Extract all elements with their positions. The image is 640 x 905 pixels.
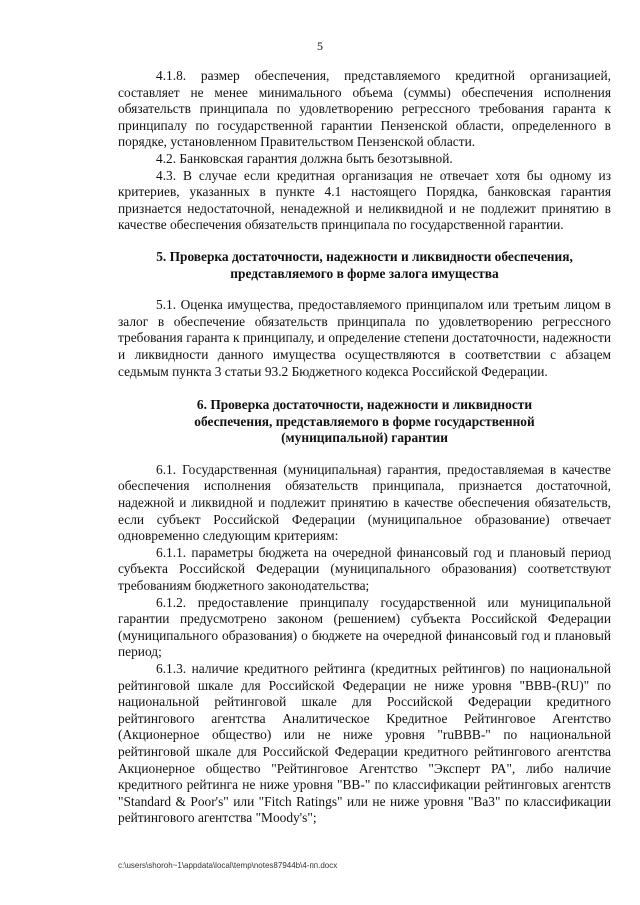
section-6-heading-line1: 6. Проверка достаточности, надежности и ликвидности <box>196 397 533 413</box>
paragraph-6-1: 6.1. Государственная (муниципальная) гарантия, предоставляемая в качестве обеспечения исполнения обязательств принципала, признается достаточной, надежной и ликвидной и подлежит принятию в качестве обеспечения обязательств, если субъект Российской Федерации (муниципальное образование) отвечает одновременно следующим критериям: <box>118 461 611 544</box>
paragraph-5-1: 5.1. Оценка имущества, предоставляемого принципалом или третьим лицом в залог в обеспечение обязательств принципала по удовлетворению регрессного требования гаранта к принципалу, и определение степени достаточности, надежности и ликвидности данного имущества осуществляются в соответствии с абзацем седьмым пункта 3 статьи 93.2 Бюджетного кодекса Российской Федерации. <box>118 297 611 379</box>
paragraph-4-2: 4.2. Банковская гарантия должна быть безотзывной. <box>156 150 453 166</box>
section-6-heading-line3: (муниципальной) гарантии <box>281 430 448 446</box>
section-5-heading-line1: 5. Проверка достаточности, надежности и ликвидности обеспечения, <box>156 248 573 264</box>
section-5-heading <box>118 249 611 282</box>
paragraph-6-1-1: 6.1.1. параметры бюджета на очередной финансовый год и плановый период субъекта Российской Федерации (муниципального образования) соответствуют требованиям бюджетного законодательства; <box>118 544 611 594</box>
paragraph-6-1-2: 6.1.2. предоставление принципалу государственной или муниципальной гарантии предусмотрено законом (решением) субъекта Российской Федерации (муниципального образования) о бюджете на очередной финансовый год и плановый период; <box>118 594 611 660</box>
paragraph-6-1-3: 6.1.3. наличие кредитного рейтинга (кредитных рейтингов) по национальной рейтинговой шкале для Российской Федерации не ниже уровня "ВВВ-(RU)" по национальной рейтинговой шкале для Российской Федерации кредитного рейтингового агентства Аналитическое Кредитное Рейтинговое Агентство (Акционерное общество) или не ниже уровня "ruBBB-" по национальной рейтинговой шкале для Российской Федерации кредитного рейтингового агентства Акционерное общество "Рейтинговое Агентство "Эксперт РА", либо наличие кредитного рейтинга не ниже уровня "ВВ-" по классификации рейтинговых агентств "Standard & Poor's" или "Fitch Ratings" или не ниже уровня "Ba3" по классификации рейтингового агентства "Moody's"; <box>118 661 611 826</box>
page-number: 5 <box>317 39 323 53</box>
section-6-heading-line2: обеспечения, представляемого в форме государственной <box>194 413 535 429</box>
section-6-heading <box>118 397 611 447</box>
paragraph-4-3: 4.3. В случае если кредитная организация не отвечает хотя бы одному из критериев, указанных в пункте 4.1 настоящего Порядка, банковская гарантия признается недостаточной, ненадежной и неликвидной и не подлежит принятию в качестве обеспечения обязательств принципала по государственной гарантии. <box>118 167 611 233</box>
section-5-heading-line2: представляемого в форме залога имущества <box>230 265 499 281</box>
footer-file-path: c:\users\shoroh~1\appdata\local\temp\notes87944b\4-пп.docx <box>118 861 338 870</box>
document-body <box>118 68 611 827</box>
paragraph-4-1-8: 4.1.8. размер обеспечения, представляемого кредитной организацией, составляет не менее минимального объема (суммы) обеспечения исполнения обязательств принципала по удовлетворению регрессного требования гаранта к принципалу по государственной гарантии Пензенской области, определенного в порядке, установленном Правительством Пензенской области. <box>118 68 611 150</box>
